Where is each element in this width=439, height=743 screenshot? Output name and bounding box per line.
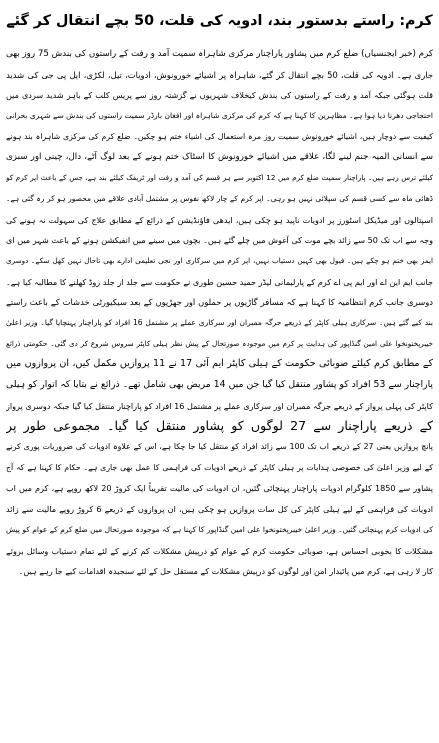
article-line-25: مشکلات کا بخوبی احساس ہے، صوبائی حکومت کرم کے عوام کو درپیش مشکلات کم کرنے کے لئے تمام دستیاب وسائل بروئے — [6, 545, 433, 556]
article-line-13: دوسری جانب کرم انتظامیہ کا کہنا ہے کہ مسافر گاڑیوں پر حملوں اور جھڑپوں کے بعد سیکیورٹی خدشات کے باعث راستے — [6, 297, 433, 308]
article-line-21: کے لیے وزیر اعلیٰ کی خصوصی ہدایات پر ہیلی کاپٹر کے ذریعے ادویات کی فراہمی کا عمل بھی جاری ہے۔ حکام کا کہنا ہے کہ آج — [6, 462, 433, 472]
article-line-24: کی ادویات کرم پہنچائی گئیں۔ وزیر اعلیٰ خیبرپختونخوا علی امین گنڈاپور کا کہنا ہے کہ موجودہ صورتحال میں ضلع کرم کے عوام کو پیش — [6, 524, 433, 534]
article-line-14: بند کیے گئے ہیں۔ سرکاری ہیلی کاپٹر کے ذریعے جرگہ ممبران اور سرکاری عملے پر مشتمل 16 افراد کو پاراچنار پہنچایا گیا۔ وزیر اعلیٰ — [6, 317, 433, 327]
headline: کرم: راستے بدستور بند، ادویہ کی قلت، 50 بچے انتقال کر گئے — [6, 13, 433, 29]
article-line-15: خیبرپختونخوا علی امین گنڈاپور کی ہدایت پر کرم میں موجودہ صورتحال کے پیش نظر ہیلی کاپٹر سروس شروع کر دی گئی۔ حکومتی ذرائع — [6, 338, 433, 348]
article-line-10: وجہ سے اب تک 50 سے زائد بچے موت کی آغوش میں چلے گئے ہیں۔ بچوں میں سینے میں انفیکشن ہونے کے باعث شہر میں ای — [6, 235, 433, 246]
article-line-7: کیلئے ترس رہے ہیں۔ پاراچنار سمیت ضلع کرم میں 12 اکتوبر سے ہر قسم کی آمد و رفت اور ٹریفک کیلئے بند ہے، جس کے باعث اپر کرم کو — [6, 173, 433, 183]
article-line-3: قلت ہوگئی جبکہ آمد و رفت کے راستوں کی بندش کیخلاف شہریوں نے گزشتہ روز سے پریس کلب کے باہر شدید سردی میں — [6, 90, 433, 101]
article-line-9: اسپتالوں اور میڈیکل اسٹورز پر ادویات ناپید ہو چکی ہیں، ایدھی فاؤنڈیشن کے ذرائع کے مطابق علاج کی سہولت نہ ہونے کی — [6, 214, 433, 225]
article-line-4: احتجاجی دھرنا دیا ہوا ہے۔ مظاہرین کا کہنا ہے کہ کرم کی مرکزی شاہراہ اور افغان بارڈر سمیت راستوں کی بندش سے شہری بحرانی — [6, 111, 433, 121]
article-line-26: کار لا رہی ہے، کرم میں پائیدار امن اور لوگوں کو درپیش مشکلات کے مستقل حل کے لئے سنجیدہ اقدامات کیے جا رہے ہیں۔ — [18, 566, 433, 577]
article-line-2: جاری ہے۔ ادویہ کی قلت، 50 بچے انتقال کر گئے، شاہراہ پر اشیائے خورونوش، ادویات، تیل، لکڑی، ایل پی جی کی شدید — [6, 69, 433, 80]
article-line-6: سے انسانی المیہ جنم لینے لگا، علاقے میں اشیائے خورونوش کا اسٹاک ختم ہونے کے بعد لوگ آٹے، دال، چینی اور سبزی — [6, 152, 433, 163]
article-line-17: پاراچنار سے 53 افراد کو پشاور منتقل کیا گیا جن میں 14 مریض بھی شامل تھے۔ ذرائع نے بتایا کہ اتوار کو ہیلی — [6, 379, 433, 390]
article-line-19: کے ذریعے پاراچنار سے 27 لوگوں کو پشاور منتقل کیا گیا۔ مجموعی طور پر — [6, 418, 433, 434]
article-line-5: کیفیت سے دوچار ہیں، اشیائے خورونوش سمیت روز مرہ استعمال کی اشیاء ختم ہو چکیں۔ ضلع کرم کی مرکزی شاہراہ بند ہونے — [6, 131, 433, 141]
article-line-12: جانب ایم این اے اور ایم پی اے کرم کے پارلیمانی لیڈر حمید حسین طوری نے حکومت سے جلد از جلد روڈ کھلنے کا مطالبہ کیا ہے۔ — [6, 276, 433, 287]
article-line-23: ادویات کی فراہمی کے لیے ہیلی کاپٹر کی کل سات پروازیں ہو چکی ہیں، ان پروازوں کے ذریعے 6 کروڑ روپے مالیت سے زائد — [6, 504, 433, 515]
article-body — [6, 44, 433, 582]
article-line-8: ڈھائی ماہ سے کسی قسم کی سپلائی نہیں ہو رہی۔ اپر کرم کے چار لاکھ نفوس پر مشتمل آبادی علاقے میں محصور ہو کر رہ گئی ہے۔ — [6, 193, 433, 203]
article-line-1: کرم (خبر ایجنسیاں) ضلع کرم میں پشاور پاراچنار مرکزی شاہراہ سمیت آمد و رفت کے راستوں کی بندش 75 روز بھی — [6, 49, 433, 59]
article-line-16: کے مطابق کرم کیلئے صوبائی حکومت کے ہیلی کاپٹر ایم آئی 17 نے 11 پروازیں مکمل کیں، ان پروازوں میں — [6, 358, 433, 370]
article-line-18: کاپٹر کی پہلی پرواز کے ذریعے جرگہ ممبران اور سرکاری عملے پر مشتمل 16 افراد کو پاراچنار منتقل کیا گیا جبکہ دوسری پرواز — [6, 400, 433, 411]
article-line-20: پانچ پروازیں یعنی 27 کے ذریعے اب تک 100 سے زائد افراد کو منتقل کیا جا چکا ہے، اس کے علاوہ ادویات کی ضروریات پوری کرنے — [6, 442, 433, 452]
article-line-11: ایمز بھی ختم ہو چکے ہیں۔ فیول بھی کہیں دستیاب نہیں، اپر کرم میں سرکاری اور نجی تعلیمی ادارے بھی تاحال نہیں کھل سکے۔ دوسری — [6, 255, 433, 265]
article-line-22: پشاور سے 1850 کلوگرام ادویات پاراچنار پہنچائی گئیں، ان ادویات کی مالیت تقریباً ایک کروڑ 20 لاکھ روپے ہے، کرم میں اب — [6, 483, 433, 494]
